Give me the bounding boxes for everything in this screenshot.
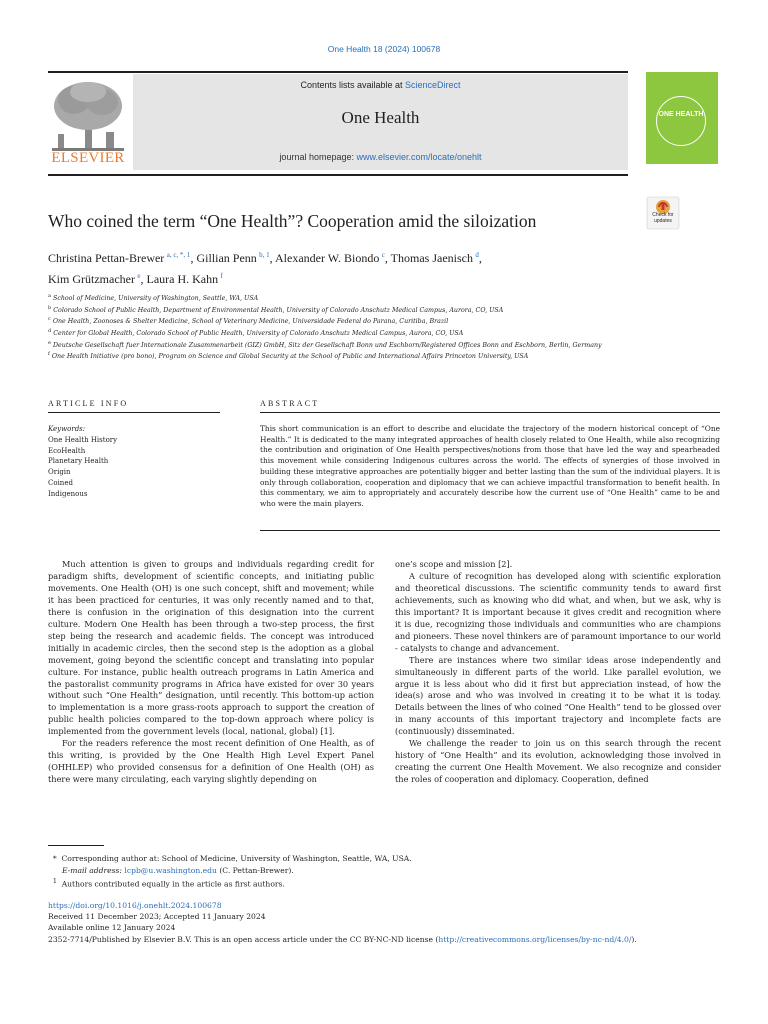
affiliation-mark: c: [48, 316, 51, 323]
affiliation-text: One Health Initiative (pro bono), Program on Science and Global Security at the School of Public and International Affairs Princeton University, USA: [51, 353, 529, 361]
license-link[interactable]: http://creativecommons.org/licenses/by-nc-nd/4.0/: [438, 934, 632, 944]
body-paragraph: We challenge the reader to join us on this search through the recent history of “One Health” and its evolution, acknowledging those involved in creating the current One Health Movement. We also recognize and consider the roles of cooperation and diplomacy. Cooperation, defined: [395, 738, 721, 785]
author[interactable]: [146, 272, 222, 286]
cover-title: ONE HEALTH: [658, 111, 704, 118]
header-rule: [48, 71, 628, 73]
author-affiliation-marks[interactable]: d: [475, 251, 479, 259]
doi-link[interactable]: https://doi.org/10.1016/j.onehlt.2024.100678: [48, 901, 222, 910]
affiliation-text: One Health, Zoonoses & Shelter Medicine, School of Veterinary Medicine, Universidade Federal do Parana, Curitiba, Brazil: [52, 318, 449, 326]
affiliation-text: Deutsche Gesellschaft fuer Internationale Zusammenarbeit (GIZ) GmbH, Sitz der Gesellschaft Bonn und Eschborn/Registered Offices Bonn and Eschborn, Berlin, Germany: [52, 341, 602, 349]
footnote-equal-contribution: $^1$ Authors contributed equally in the article as first authors.: [52, 878, 285, 889]
journal-homepage: [133, 152, 628, 162]
online-date: Available online 12 January 2024: [48, 923, 176, 933]
email-link[interactable]: lcpb@u.washington.edu: [124, 865, 217, 875]
email-suffix: (C. Pettan-Brewer).: [219, 865, 294, 875]
affiliation: [48, 315, 668, 327]
keyword: Planetary Health: [48, 457, 109, 466]
affiliation-mark: e: [48, 339, 51, 346]
author[interactable]: [391, 251, 479, 265]
author-affiliation-marks[interactable]: a, c, *, 1: [166, 251, 191, 259]
footnote-rule: [48, 845, 104, 846]
author[interactable]: [48, 251, 190, 265]
author-name: Laura H. Kahn: [146, 272, 219, 286]
body-paragraph: one’s scope and mission [2].: [395, 559, 513, 569]
journal-name: One Health: [341, 108, 420, 127]
footnote-corresponding: * Corresponding author at: School of Medicine, University of Washington, Seattle, WA, USA.: [48, 854, 412, 863]
check-for-updates-label: Check for updates: [652, 212, 674, 224]
author-affiliation-marks[interactable]: b, 1: [259, 251, 270, 259]
affiliation-mark: d: [48, 328, 52, 335]
author-name: Kim Grützmacher: [48, 272, 135, 286]
affiliation-mark: b: [48, 304, 52, 311]
keywords-label: Keywords:: [48, 425, 86, 433]
author-separator: ,: [140, 272, 147, 286]
affiliation-mark: a: [48, 293, 51, 299]
author-name: Thomas Jaenisch: [390, 251, 473, 265]
keyword: One Health History: [48, 435, 118, 444]
article-info-heading: ARTICLE INFO: [48, 399, 129, 408]
license-line: [48, 934, 728, 945]
footnote-text: Authors contributed equally in the article as first authors.: [61, 879, 285, 889]
author[interactable]: [196, 251, 269, 265]
keywords-block: [48, 424, 218, 500]
contents-line: [133, 80, 628, 90]
body-column-right: [395, 559, 721, 786]
affiliation: [48, 304, 668, 316]
affiliation-mark: f: [48, 351, 50, 358]
abstract-rule: [260, 412, 720, 413]
author-affiliation-marks[interactable]: f: [220, 272, 223, 280]
body-paragraph: Much attention is given to groups and individuals regarding credit for paradigm shifts, development of scientific concepts, and initiating public movements. One Health (OH) is one such concept, shift and movement; while it has been practiced for centuries, it was only recently named and to that, there is confusion in the origination of this designation into the current culture. Modern One Health has been through a two-step process, the first step being the research and academic fields. The concept was introduced initially in academic circles, then the second step is the adoption as a global movement, going beyond the scientific concept and translating into popular culture. For instance, public health outreach programs in Latin America and the pastoralist community programs in Africa have existed for over 30 years without such “One Health” designation, until recently. This bottom-up action to implementation is a more grass-roots approach to support the creation of public health policies compared to the top-down approach where policy is implemented from the government levels (local, national, global) [1].: [48, 559, 374, 737]
affiliation-text: Colorado School of Public Health, Department of Environmental Health, University of Colorado Anschutz Medical Campus, Aurora, CO, USA: [53, 306, 504, 314]
abstract-bottom-rule: [260, 530, 720, 531]
author-separator: ,: [269, 251, 276, 265]
footnote-email: [48, 865, 728, 877]
header-bottom-rule: [48, 174, 628, 176]
sciencedirect-link[interactable]: ScienceDirect: [405, 80, 461, 90]
cover-emblem: [656, 96, 706, 146]
abstract-heading: ABSTRACT: [260, 399, 320, 408]
author[interactable]: [275, 251, 385, 265]
author-name: Alexander W. Biondo: [275, 251, 380, 265]
journal-reference[interactable]: One Health 18 (2024) 100678: [327, 44, 441, 54]
keyword: Origin: [48, 468, 71, 477]
affiliation: [48, 350, 668, 362]
author-list: [48, 246, 668, 288]
license-suffix: ).: [631, 934, 637, 944]
affiliation: [48, 327, 668, 339]
affiliation-text: School of Medicine, University of Washington, Seattle, WA, USA: [53, 295, 259, 303]
body-paragraph: There are instances where two similar ideas arose independently and simultaneously in different parts of the world. Like parallel evolution, we argue it is less about who did it first but appreciation instead, of how the idea(s) arose and who was involved in creating it to be what it is today. Details between the lines of who coined “One Health” tend to be glossed over in many accounts of this important trajectory and incomplete facts are (continuously) disseminated.: [395, 654, 721, 737]
homepage-prefix: journal homepage:: [279, 152, 357, 162]
license-prefix: 2352-7714/Published by Elsevier B.V. This is an open access article under the CC BY-NC-ND license (: [48, 934, 439, 944]
body-paragraph: A culture of recognition has developed along with scientific exploration and theoretical discussions. The scientific community tends to award first achievements, such as knowing who did what, and when, but we ask, why is this important? It is important because it gives credit and recognition where it is due, recognizing those individuals and communities who are champions and pioneers. These novel thinkers are of paramount importance to our world - catalysts to change and advancement.: [395, 570, 721, 653]
author-separator: ,: [190, 251, 197, 265]
email-label: E-mail address:: [62, 865, 122, 875]
author-name: Christina Pettan-Brewer: [48, 251, 165, 265]
affiliation-text: Center for Global Health, Colorado School of Public Health, University of Colorado Anschutz Medical Campus, Aurora, CO, USA: [53, 330, 464, 338]
author-separator: ,: [384, 251, 391, 265]
affiliation: [48, 292, 668, 304]
author-name: Gillian Penn: [196, 251, 257, 265]
author[interactable]: [48, 272, 140, 286]
article-title: Who coined the term “One Health”? Cooperation amid the siloization: [48, 211, 537, 231]
keyword: Indigenous: [48, 489, 88, 498]
affiliation-list: [48, 292, 668, 362]
author-separator: ,: [478, 251, 482, 265]
article-info-rule: [48, 412, 220, 413]
author-affiliation-marks[interactable]: c: [381, 251, 385, 259]
keyword: EcoHealth: [48, 446, 86, 455]
contents-prefix: Contents lists available at: [300, 80, 406, 90]
footnotes: [48, 853, 728, 890]
body-column-left: [48, 559, 374, 786]
publisher-wordmark: ELSEVIER: [51, 150, 125, 166]
body-paragraph: For the readers reference the most recent definition of One Health, as of this writing, is provided by the One Health High Level Expert Panel (OHHLEP) who provided consensus for a definition of One Health (OH) as there were many circulating, each varying slightly depending on: [48, 738, 374, 785]
abstract-text: This short communication is an effort to describe and elucidate the trajectory of the modern historical concept of “One Health.” It is dedicated to the many integrated approaches of health closely related to One Health, while also recognizing the contribution and origination of One Health perspectives/notions from those that have led the way and spearheaded this movement while considering Indigenous cultures across the world. The effects of synergies of those involved in building these integrative approaches are potentially bigger and better lasting than the sum of the individual players. It is only through collaboration, cooperation and diplomacy that we can achieve impactful transformation to benefit health. In this commentary, we aim to appropriately and accurately describe how the current use of “One Health” came to be and who were the main players.: [260, 424, 720, 508]
publication-info: [48, 900, 728, 945]
homepage-link[interactable]: www.elsevier.com/locate/onehlt: [356, 152, 482, 162]
keyword: Coined: [48, 478, 73, 487]
received-dates: Received 11 December 2023; Accepted 11 January 2024: [48, 912, 266, 922]
footnote-text: Corresponding author at: School of Medicine, University of Washington, Seattle, WA, USA.: [61, 854, 412, 863]
author-affiliation-marks[interactable]: e: [137, 272, 141, 280]
affiliation: [48, 339, 668, 351]
